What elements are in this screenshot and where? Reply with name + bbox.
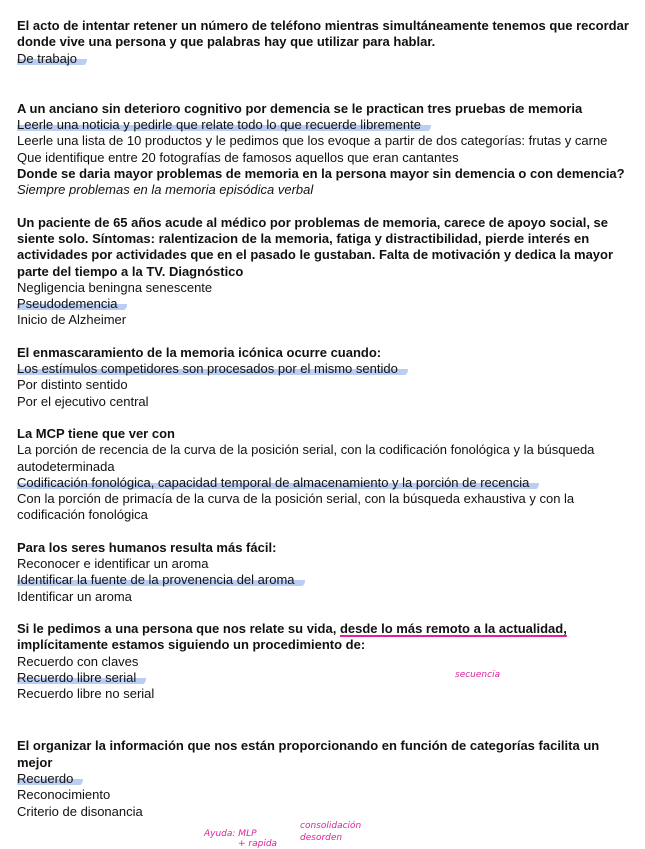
question-block-3 xyxy=(17,215,633,329)
handwritten-note-rapida: + rapida xyxy=(238,839,278,849)
option: Recuerdo libre no serial xyxy=(17,686,155,702)
question-text: Si le pedimos a una persona que nos relate su vida, desde lo más remoto a la actualidad, implícitamente estamos siguiendo un procedimiento de: xyxy=(17,620,567,653)
followup-question: Donde se daria mayor problemas de memoria en la persona mayor sin demencia o con demencia? Siempre problemas en la memoria episódica verbal xyxy=(17,166,625,198)
option: Criterio de disonancia xyxy=(17,803,143,819)
highlighted-option: Los estímulos competidores son procesados por el mismo sentido xyxy=(17,361,408,376)
question-block-2 xyxy=(17,101,633,199)
highlighted-answer: De trabajo xyxy=(17,51,87,66)
option: Con la porción de primacía de la curva de la posición serial, con la búsqueda exhaustiva y con la codificación fonológica xyxy=(17,491,575,523)
handwritten-note-ayuda: Ayuda: MLP xyxy=(204,829,257,839)
highlighted-option: Pseudodemencia xyxy=(17,296,127,311)
question-block-4 xyxy=(17,345,633,410)
question-text: A un anciano sin deterioro cognitivo por demencia se le practican tres pruebas de memoria xyxy=(17,100,583,116)
question-block-5 xyxy=(17,426,633,524)
highlighted-option: Identificar la fuente de la provenencia del aroma xyxy=(17,572,305,587)
question-block-1 xyxy=(17,18,633,67)
option: Que identifique entre 20 fotografías de famosos aquellos que eran cantantes xyxy=(17,149,459,165)
question-text: Un paciente de 65 años acude al médico por problemas de memoria, carece de apoyo social, se siente solo. Síntomas: ralentizacion de la memoria, fatiga y distractibilidad, pierde interés en actividades por actividades que en el pasado le gustaban. Falta de motivación y dedica la mayor parte del tiempo a la TV. Diagnóstico xyxy=(17,214,614,279)
option: La porción de recencia de la curva de la posición serial, con la codificación fonológica y la búsqueda autodeterminada xyxy=(17,442,595,474)
handwritten-note-consolidacion: consolidación xyxy=(300,821,362,831)
question-block-8 xyxy=(17,738,633,819)
question-block-6 xyxy=(17,540,633,605)
option: Leerle una lista de 10 productos y le pedimos que los evoque a partir de dos categorías: frutas y carne xyxy=(17,133,608,149)
option: Identificar un aroma xyxy=(17,588,132,604)
document xyxy=(17,18,633,836)
handwritten-note-secuencia: secuencia xyxy=(455,670,501,680)
option: Reconocimiento xyxy=(17,787,111,803)
option: Negligencia beningna senescente xyxy=(17,279,213,295)
option: Reconocer e identificar un aroma xyxy=(17,556,209,572)
answer-italic: Siempre problemas en la memoria episódica verbal xyxy=(17,182,314,198)
option: Inicio de Alzheimer xyxy=(17,312,127,328)
pink-underlined-phrase: desde lo más remoto a la actualidad, xyxy=(339,620,567,636)
question-block-7 xyxy=(17,621,633,702)
question-text: Para los seres humanos resulta más fácil: xyxy=(17,539,277,555)
highlighted-option: Recuerdo xyxy=(17,771,83,786)
question-text: El organizar la información que nos están proporcionando en función de categorías facilita un mejor xyxy=(17,738,600,770)
option: Por distinto sentido xyxy=(17,377,128,393)
highlighted-option: Recuerdo libre serial xyxy=(17,670,146,685)
question-text: El acto de intentar retener un número de teléfono mientras simultáneamente tenemos que recordar donde vive una persona y que palabras hay que utilizar para hablar. xyxy=(17,18,629,50)
option: Por el ejecutivo central xyxy=(17,393,149,409)
option: Recuerdo con claves xyxy=(17,653,139,669)
highlighted-option: Leerle una noticia y pedirle que relate todo lo que recuerde libremente xyxy=(17,117,431,132)
handwritten-note-desorden: desorden xyxy=(300,833,343,843)
question-text: El enmascaramiento de la memoria icónica ocurre cuando: xyxy=(17,344,382,360)
highlighted-option: Codificación fonológica, capacidad temporal de almacenamiento y la porción de recencia xyxy=(17,475,539,490)
question-text: La MCP tiene que ver con xyxy=(17,425,175,441)
